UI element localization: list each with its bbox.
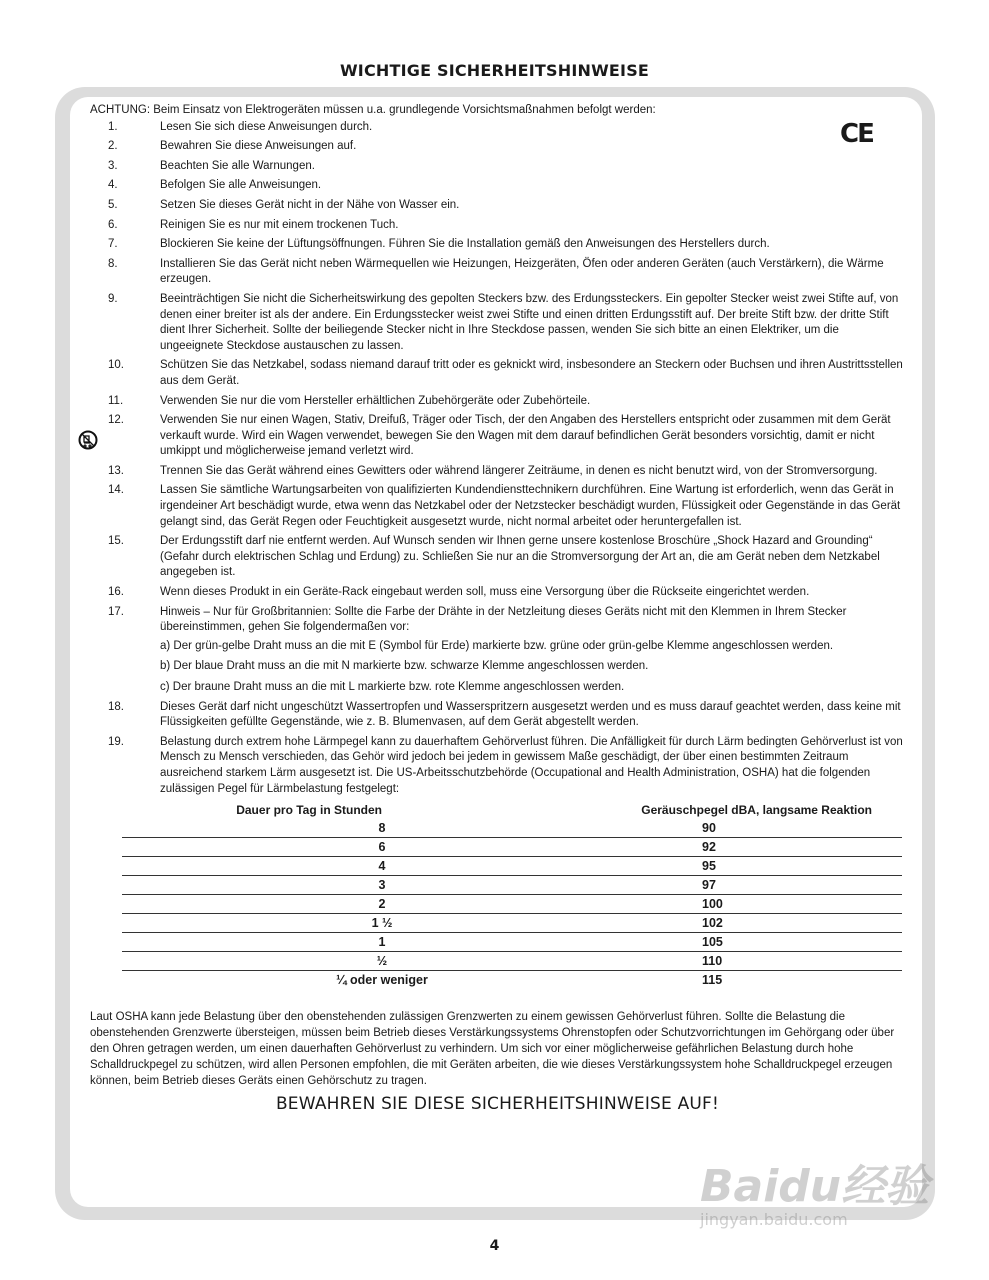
list-item	[90, 605, 905, 696]
noise-table-header	[122, 803, 902, 819]
col-level-header: Geräuschpegel dBA, langsame Reaktion	[641, 803, 872, 818]
item-paragraph: Verwenden Sie nur einen Wagen, Stativ, Dreifuß, Träger oder Tisch, der den Angaben des Herstellers entspricht oder zusammen mit dem Gerät verkauft wurde. Wird ein Wagen verwendet, bewegen Sie den Wagen mit dem darauf befindlichen Gerät besonders vorsichtig, damit er nicht umkippt und möglicherweise jemand verletzt wird.	[160, 414, 891, 458]
level-cell: 102	[702, 915, 723, 930]
ce-mark-icon: CE	[840, 119, 873, 149]
item-paragraph: Lassen Sie sämtliche Wartungsarbeiten von qualifizierten Kundendiensttechnikern durchführen. Eine Wartung ist erforderlich, wenn das Gerät in irgendeiner Art beschädigt wurde, etwa wenn das Netzkabel oder der Netzstecker beschädigt wurden, Flüssigkeit oder Gegenstände in das Gerät gelangt sind, das Gerät Regen oder Feuchtigkeit ausgesetzt wurde, nicht normal arbeitet oder heruntergefallen ist.	[160, 484, 901, 528]
item-paragraph: Reinigen Sie es nur mit einem trockenen Tuch.	[160, 218, 399, 231]
item-number: 10.	[108, 359, 124, 372]
duration-cell: ¼ oder weniger	[336, 972, 428, 987]
item-number: 11.	[108, 394, 124, 407]
item-paragraph: Verwenden Sie nur die vom Hersteller erhältlichen Zubehörgeräte oder Zubehörteile.	[160, 394, 591, 407]
sub-item: a) Der grün-gelbe Draht muss an die mit E (Symbol für Erde) markierte bzw. grüne oder grün-gelbe Klemme angeschlossen werden.	[160, 639, 834, 652]
item-number: 2.	[108, 140, 118, 153]
item-paragraph: Hinweis – Nur für Großbritannien: Sollte die Farbe der Drähte in der Netzleitung dieses Geräts nicht mit den Klemmen in Ihrem Stecker übereinstimmen, gehen Sie folgendermaßen vor:	[160, 605, 847, 634]
list-item	[90, 120, 905, 136]
table-row	[122, 914, 902, 933]
item-number: 19.	[108, 735, 124, 748]
item-text	[160, 483, 905, 530]
duration-cell: ½	[376, 953, 388, 968]
item-number: 9.	[108, 292, 118, 305]
sub-item: b) Der blaue Draht muss an die mit N markierte bzw. schwarze Klemme angeschlossen werden.	[160, 660, 649, 673]
item-paragraph: Lesen Sie sich diese Anweisungen durch.	[160, 120, 373, 133]
item-text	[160, 139, 905, 155]
noise-table-body	[122, 819, 902, 989]
page-title: WICHTIGE SICHERHEITSHINWEISE	[339, 61, 650, 80]
table-row	[122, 876, 902, 895]
item-paragraph: Schützen Sie das Netzkabel, sodass niemand darauf tritt oder es geknickt wird, insbesondere an Steckern oder Buchsen und ihren Austrittsstellen aus dem Gerät.	[160, 359, 903, 387]
keep-instructions-title: BEWAHREN SIE DIESE SICHERHEITSHINWEISE AUF!	[275, 1093, 720, 1114]
list-item	[90, 198, 905, 214]
watermark	[700, 1150, 929, 1229]
item-text	[160, 159, 905, 175]
item-paragraph: Befolgen Sie alle Anweisungen.	[160, 179, 322, 192]
level-cell: 95	[702, 858, 716, 873]
item-paragraph: Dieses Gerät darf nicht ungeschützt Wassertropfen und Wasserspritzern ausgesetzt werden und es muss darauf geachtet werden, dass keine mit Flüssigkeiten gefüllte Gegenstände, wie z. B. Blumenvasen, auf dem Gerät abgestellt werden.	[160, 700, 901, 729]
item-text	[160, 394, 905, 410]
table-row	[122, 895, 902, 914]
item-text	[160, 358, 905, 389]
list-item	[90, 159, 905, 175]
item-paragraph: Trennen Sie das Gerät während eines Gewitters oder während längerer Zeiträume, in denen es nicht benutzt wird, von der Stromversorgung.	[160, 464, 878, 477]
duration-cell: 1	[378, 934, 386, 949]
duration-cell: 2	[378, 896, 386, 911]
duration-cell: 3	[378, 877, 386, 892]
item-number: 14.	[108, 484, 124, 497]
list-item	[90, 735, 905, 797]
intro-warning: ACHTUNG: Beim Einsatz von Elektrogeräten müssen u.a. grundlegende Vorsichtsmaßnahmen befolgt werden:	[90, 104, 656, 116]
item-text	[160, 605, 905, 696]
item-number: 17.	[108, 605, 124, 618]
item-number: 12.	[108, 414, 124, 427]
watermark-brand: Baidu经验	[700, 1161, 930, 1212]
item-number: 16.	[108, 586, 124, 599]
item-paragraph: Wenn dieses Produkt in ein Geräte-Rack eingebaut werden soll, muss eine Versorgung über die Rückseite eingerichtet werden.	[160, 586, 810, 599]
list-item	[90, 257, 905, 288]
list-item	[90, 483, 905, 530]
item-text	[160, 257, 905, 288]
safety-content	[90, 103, 905, 1112]
table-row	[122, 933, 902, 952]
duration-cell: 4	[378, 858, 386, 873]
item-number: 1.	[108, 120, 118, 133]
duration-cell: 1 ½	[371, 915, 393, 930]
item-text	[160, 198, 905, 214]
list-item	[90, 700, 905, 731]
level-cell: 97	[702, 877, 716, 892]
item-text	[160, 178, 905, 194]
level-cell: 92	[702, 839, 716, 854]
list-item	[90, 237, 905, 253]
item-number: 13.	[108, 464, 124, 477]
table-row	[122, 857, 902, 876]
noise-table	[122, 803, 902, 989]
item-paragraph: Installieren Sie das Gerät nicht neben Wärmequellen wie Heizungen, Heizgeräten, Öfen oder anderen Geräten (auch Verstärkern), die Wärme erzeugen.	[160, 257, 884, 286]
item-paragraph: Belastung durch extrem hohe Lärmpegel kann zu dauerhaftem Gehörverlust führen. Die Anfälligkeit für durch Lärm bedingten Gehörverlust ist von Mensch zu Mensch verschieden, das Gehör wird jedoch bei jedem in gewissem Maße geschädigt, der über einen bestimmten Zeitraum ausreichend starkem Lärm ausgesetzt ist. Die US-Arbeitsschutzbehörde (Occupational and Health Administration, OSHA) hat die folgenden zulässigen Pegel für Lärmbelastung festgelegt:	[160, 735, 903, 795]
watermark-url: jingyan.baidu.com	[700, 1210, 848, 1229]
item-paragraph: Beachten Sie alle Warnungen.	[160, 159, 315, 172]
list-item	[90, 585, 905, 601]
cart-warning-icon	[78, 430, 98, 450]
item-text	[160, 120, 905, 136]
list-item	[90, 413, 905, 460]
level-cell: 115	[702, 972, 723, 987]
list-item	[90, 178, 905, 194]
level-cell: 90	[702, 820, 716, 835]
table-row	[122, 952, 902, 971]
item-paragraph: Blockieren Sie keine der Lüftungsöffnungen. Führen Sie die Installation gemäß den Anweisungen des Herstellers durch.	[160, 238, 770, 251]
level-cell: 100	[702, 896, 723, 911]
osha-note: Laut OSHA kann jede Belastung über den obenstehenden zulässigen Grenzwerten zu einem gewissen Gehörverlust führen. Sollte die Belastung die obenstehenden Grenzwerte übersteigen, müssen beim Betrieb dieses Verstärkungssystems Ohrenstopfen oder Schutzvorrichtungen im Gehörgang oder über den Ohren getragen werden, um einen dauerhaften Gehörverlust zu verhindern. Um sich vor einer möglicherweise gefährlichen Belastung durch hohe Schalldruckpegel zu schützen, wird allen Personen empfohlen, die mit Geräten arbeiten, die wie dieses Verstärkungssystem hohe Schalldruckpegel erzeugen können, beim Betrieb dieses Geräts einen Gehörschutz zu tragen.	[90, 1010, 895, 1087]
item-text	[160, 464, 905, 480]
list-item	[90, 292, 905, 354]
table-row	[122, 971, 902, 989]
list-item	[90, 464, 905, 480]
list-item	[90, 394, 905, 410]
item-text	[160, 292, 905, 354]
item-number: 8.	[108, 257, 118, 270]
col-duration-header: Dauer pro Tag in Stunden	[236, 803, 382, 818]
duration-cell: 6	[378, 839, 386, 854]
list-item	[90, 218, 905, 234]
item-text	[160, 237, 905, 253]
item-text	[160, 700, 905, 731]
item-number: 7.	[108, 238, 118, 251]
item-number: 5.	[108, 198, 118, 211]
item-text	[160, 534, 905, 581]
item-number: 4.	[108, 179, 118, 192]
list-item	[90, 534, 905, 581]
item-paragraph: Setzen Sie dieses Gerät nicht in der Nähe von Wasser ein.	[160, 198, 460, 211]
item-paragraph: Der Erdungsstift darf nie entfernt werden. Auf Wunsch senden wir Ihnen gerne unsere kostenlose Broschüre „Shock Hazard and Grounding“ (Gefahr durch elektrischen Schlag und Erdung) zu. Schließen Sie nur an die Stromversorgung der Art an, die am Gerät neben dem Netzkabel angegeben ist.	[160, 535, 880, 579]
table-row	[122, 838, 902, 857]
item-paragraph: Bewahren Sie diese Anweisungen auf.	[160, 140, 357, 153]
item-number: 3.	[108, 159, 118, 172]
list-item	[90, 358, 905, 389]
level-cell: 105	[702, 934, 723, 949]
item-number: 15.	[108, 535, 124, 548]
item-text	[160, 585, 905, 601]
item-paragraph: Beeinträchtigen Sie nicht die Sicherheitswirkung des gepolten Steckers bzw. des Erdungssteckers. Ein gepolter Stecker weist zwei Stifte auf, von denen einer breiter ist als der andere. Ein Erdungsstecker weist zwei Stifte und einen dritten Erdungsstift auf. Der breite Stift bzw. der dritte Stift dient Ihrer Sicherheit. Sollte der beiliegende Stecker nicht in Ihre Steckdose passen, wenden Sie sich bitte an einen Elektriker, um die ungeeignete Steckdose austauschen zu lassen.	[160, 292, 899, 352]
sub-item: c) Der braune Draht muss an die mit L markierte bzw. rote Klemme angeschlossen werden.	[160, 681, 625, 693]
item-number: 18.	[108, 700, 124, 713]
page-number: 4	[489, 1238, 500, 1254]
item-text	[160, 413, 905, 460]
item-text	[160, 735, 905, 797]
list-item	[90, 139, 905, 155]
instructions-list	[90, 120, 905, 798]
item-text	[160, 218, 905, 234]
table-row	[122, 819, 902, 838]
duration-cell: 8	[378, 820, 386, 835]
item-number: 6.	[108, 218, 118, 231]
level-cell: 110	[702, 953, 723, 968]
